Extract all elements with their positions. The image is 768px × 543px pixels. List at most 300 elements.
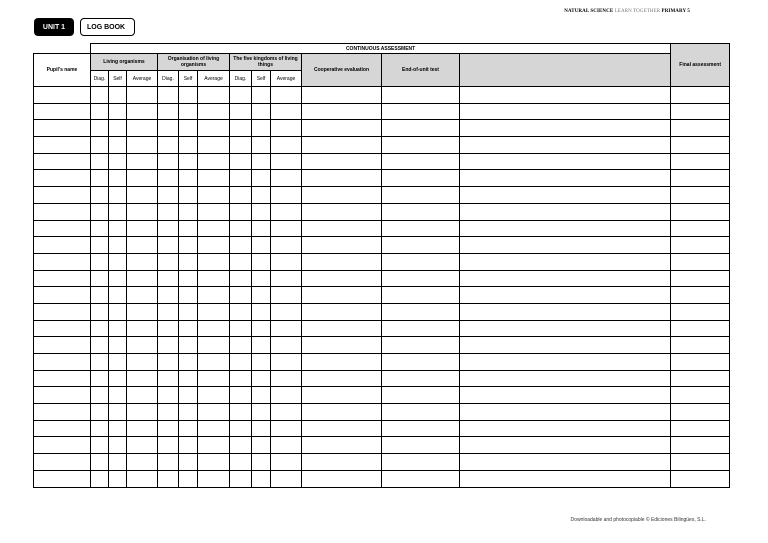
table-cell[interactable] [230,137,252,154]
table-cell[interactable] [179,120,198,137]
table-cell[interactable] [179,153,198,170]
table-cell[interactable] [671,370,730,387]
table-cell[interactable] [230,220,252,237]
table-cell[interactable] [460,454,671,471]
table-cell[interactable] [271,203,302,220]
table-cell[interactable] [302,287,382,304]
table-cell[interactable] [127,220,158,237]
table-cell[interactable] [179,187,198,204]
table-cell[interactable] [252,404,271,421]
table-cell[interactable] [198,220,230,237]
table-cell[interactable] [34,470,91,487]
table-cell[interactable] [109,320,127,337]
table-cell[interactable] [158,103,179,120]
table-cell[interactable] [91,253,109,270]
table-cell[interactable] [252,354,271,371]
table-cell[interactable] [198,103,230,120]
table-cell[interactable] [91,103,109,120]
table-cell[interactable] [109,454,127,471]
table-cell[interactable] [127,137,158,154]
table-cell[interactable] [179,137,198,154]
table-cell[interactable] [460,437,671,454]
table-cell[interactable] [34,203,91,220]
table-cell[interactable] [302,203,382,220]
table-cell[interactable] [127,153,158,170]
table-cell[interactable] [91,187,109,204]
table-cell[interactable] [230,270,252,287]
table-cell[interactable] [179,170,198,187]
table-cell[interactable] [127,187,158,204]
table-cell[interactable] [109,137,127,154]
table-cell[interactable] [198,153,230,170]
table-cell[interactable] [158,454,179,471]
table-cell[interactable] [91,454,109,471]
table-cell[interactable] [271,170,302,187]
table-cell[interactable] [671,320,730,337]
table-cell[interactable] [158,187,179,204]
table-cell[interactable] [158,337,179,354]
table-cell[interactable] [34,187,91,204]
table-cell[interactable] [382,437,460,454]
table-cell[interactable] [671,203,730,220]
table-cell[interactable] [460,253,671,270]
table-cell[interactable] [252,420,271,437]
table-cell[interactable] [198,387,230,404]
table-cell[interactable] [179,87,198,104]
table-cell[interactable] [91,420,109,437]
table-cell[interactable] [382,470,460,487]
table-cell[interactable] [671,170,730,187]
table-cell[interactable] [252,303,271,320]
table-cell[interactable] [252,103,271,120]
table-cell[interactable] [671,137,730,154]
table-cell[interactable] [91,153,109,170]
table-cell[interactable] [271,454,302,471]
table-cell[interactable] [252,137,271,154]
table-cell[interactable] [460,320,671,337]
table-cell[interactable] [382,320,460,337]
table-cell[interactable] [382,303,460,320]
table-cell[interactable] [382,387,460,404]
table-cell[interactable] [179,354,198,371]
table-cell[interactable] [91,237,109,254]
table-cell[interactable] [671,270,730,287]
table-cell[interactable] [127,337,158,354]
table-cell[interactable] [460,187,671,204]
table-cell[interactable] [158,170,179,187]
table-cell[interactable] [382,270,460,287]
table-cell[interactable] [302,404,382,421]
table-cell[interactable] [382,187,460,204]
table-cell[interactable] [271,287,302,304]
table-cell[interactable] [302,103,382,120]
table-cell[interactable] [271,137,302,154]
table-cell[interactable] [460,153,671,170]
table-cell[interactable] [109,203,127,220]
table-cell[interactable] [198,187,230,204]
table-cell[interactable] [198,370,230,387]
table-cell[interactable] [158,370,179,387]
table-cell[interactable] [127,420,158,437]
table-cell[interactable] [382,137,460,154]
table-cell[interactable] [671,303,730,320]
table-cell[interactable] [271,187,302,204]
table-cell[interactable] [252,237,271,254]
table-cell[interactable] [179,303,198,320]
table-cell[interactable] [34,270,91,287]
table-cell[interactable] [179,287,198,304]
table-cell[interactable] [671,354,730,371]
table-cell[interactable] [252,253,271,270]
table-cell[interactable] [179,470,198,487]
table-cell[interactable] [158,253,179,270]
table-cell[interactable] [198,437,230,454]
table-cell[interactable] [127,287,158,304]
table-cell[interactable] [271,220,302,237]
table-cell[interactable] [34,153,91,170]
table-cell[interactable] [198,320,230,337]
table-cell[interactable] [34,120,91,137]
table-cell[interactable] [179,220,198,237]
table-cell[interactable] [252,87,271,104]
table-cell[interactable] [302,187,382,204]
table-cell[interactable] [382,454,460,471]
table-cell[interactable] [91,270,109,287]
table-cell[interactable] [382,354,460,371]
table-cell[interactable] [127,87,158,104]
table-cell[interactable] [671,120,730,137]
table-cell[interactable] [302,237,382,254]
table-cell[interactable] [382,203,460,220]
table-cell[interactable] [230,170,252,187]
table-cell[interactable] [198,354,230,371]
table-cell[interactable] [127,370,158,387]
table-cell[interactable] [460,370,671,387]
table-cell[interactable] [271,253,302,270]
table-cell[interactable] [91,370,109,387]
table-cell[interactable] [230,354,252,371]
table-cell[interactable] [34,354,91,371]
table-cell[interactable] [382,337,460,354]
table-cell[interactable] [34,370,91,387]
table-cell[interactable] [91,137,109,154]
table-cell[interactable] [34,103,91,120]
table-cell[interactable] [109,153,127,170]
table-cell[interactable] [271,387,302,404]
table-cell[interactable] [198,137,230,154]
table-cell[interactable] [252,153,271,170]
table-cell[interactable] [230,437,252,454]
table-cell[interactable] [127,470,158,487]
table-cell[interactable] [302,420,382,437]
table-cell[interactable] [671,404,730,421]
table-cell[interactable] [460,220,671,237]
table-cell[interactable] [91,203,109,220]
table-cell[interactable] [460,470,671,487]
table-cell[interactable] [382,153,460,170]
table-cell[interactable] [34,287,91,304]
table-cell[interactable] [230,120,252,137]
table-cell[interactable] [271,470,302,487]
table-cell[interactable] [382,370,460,387]
table-cell[interactable] [198,303,230,320]
table-cell[interactable] [382,287,460,304]
table-cell[interactable] [158,470,179,487]
table-cell[interactable] [109,337,127,354]
table-cell[interactable] [127,454,158,471]
table-cell[interactable] [252,187,271,204]
table-cell[interactable] [179,437,198,454]
table-cell[interactable] [252,220,271,237]
table-cell[interactable] [127,253,158,270]
table-cell[interactable] [302,270,382,287]
table-cell[interactable] [127,170,158,187]
table-cell[interactable] [34,454,91,471]
table-cell[interactable] [179,404,198,421]
table-cell[interactable] [127,237,158,254]
table-cell[interactable] [230,387,252,404]
table-cell[interactable] [109,354,127,371]
table-cell[interactable] [460,103,671,120]
table-cell[interactable] [671,420,730,437]
table-cell[interactable] [252,337,271,354]
table-cell[interactable] [302,303,382,320]
table-cell[interactable] [271,320,302,337]
table-cell[interactable] [109,437,127,454]
table-cell[interactable] [158,220,179,237]
table-cell[interactable] [671,437,730,454]
table-cell[interactable] [302,470,382,487]
table-cell[interactable] [158,153,179,170]
table-cell[interactable] [109,470,127,487]
table-cell[interactable] [91,470,109,487]
table-cell[interactable] [230,153,252,170]
table-cell[interactable] [179,203,198,220]
table-cell[interactable] [252,437,271,454]
table-cell[interactable] [109,187,127,204]
table-cell[interactable] [302,120,382,137]
table-cell[interactable] [91,404,109,421]
table-cell[interactable] [460,387,671,404]
table-cell[interactable] [230,404,252,421]
table-cell[interactable] [198,170,230,187]
table-cell[interactable] [109,270,127,287]
table-cell[interactable] [158,387,179,404]
table-cell[interactable] [460,270,671,287]
table-cell[interactable] [109,287,127,304]
table-cell[interactable] [109,303,127,320]
table-cell[interactable] [91,170,109,187]
table-cell[interactable] [230,87,252,104]
table-cell[interactable] [91,87,109,104]
table-cell[interactable] [302,87,382,104]
table-cell[interactable] [382,220,460,237]
table-cell[interactable] [271,87,302,104]
table-cell[interactable] [198,253,230,270]
table-cell[interactable] [198,270,230,287]
table-cell[interactable] [127,437,158,454]
table-cell[interactable] [91,220,109,237]
table-cell[interactable] [302,387,382,404]
table-cell[interactable] [198,87,230,104]
table-cell[interactable] [198,420,230,437]
table-cell[interactable] [34,253,91,270]
table-cell[interactable] [179,420,198,437]
table-cell[interactable] [158,203,179,220]
table-cell[interactable] [271,404,302,421]
table-cell[interactable] [271,354,302,371]
table-cell[interactable] [271,303,302,320]
table-cell[interactable] [91,303,109,320]
table-cell[interactable] [198,337,230,354]
table-cell[interactable] [127,270,158,287]
table-cell[interactable] [671,103,730,120]
table-cell[interactable] [671,153,730,170]
table-cell[interactable] [230,303,252,320]
table-cell[interactable] [179,387,198,404]
table-cell[interactable] [671,470,730,487]
table-cell[interactable] [271,437,302,454]
table-cell[interactable] [127,387,158,404]
table-cell[interactable] [158,87,179,104]
table-cell[interactable] [252,387,271,404]
table-cell[interactable] [230,253,252,270]
table-cell[interactable] [252,470,271,487]
table-cell[interactable] [271,103,302,120]
table-cell[interactable] [230,370,252,387]
table-cell[interactable] [382,404,460,421]
table-cell[interactable] [460,337,671,354]
table-cell[interactable] [302,370,382,387]
table-cell[interactable] [230,470,252,487]
table-cell[interactable] [158,237,179,254]
table-cell[interactable] [230,337,252,354]
table-cell[interactable] [302,137,382,154]
table-cell[interactable] [158,420,179,437]
table-cell[interactable] [34,387,91,404]
table-cell[interactable] [460,404,671,421]
table-cell[interactable] [34,337,91,354]
table-cell[interactable] [302,253,382,270]
table-cell[interactable] [34,87,91,104]
table-cell[interactable] [302,437,382,454]
table-cell[interactable] [671,287,730,304]
table-cell[interactable] [460,354,671,371]
table-cell[interactable] [302,320,382,337]
table-cell[interactable] [34,420,91,437]
table-cell[interactable] [179,270,198,287]
table-cell[interactable] [34,404,91,421]
table-cell[interactable] [671,454,730,471]
table-cell[interactable] [109,170,127,187]
table-cell[interactable] [198,404,230,421]
table-cell[interactable] [671,337,730,354]
table-cell[interactable] [252,320,271,337]
table-cell[interactable] [109,404,127,421]
table-cell[interactable] [91,287,109,304]
table-cell[interactable] [127,203,158,220]
table-cell[interactable] [158,120,179,137]
table-cell[interactable] [230,237,252,254]
table-cell[interactable] [127,354,158,371]
table-cell[interactable] [460,120,671,137]
table-cell[interactable] [460,303,671,320]
table-cell[interactable] [671,220,730,237]
table-cell[interactable] [382,87,460,104]
table-cell[interactable] [230,454,252,471]
table-cell[interactable] [158,270,179,287]
table-cell[interactable] [34,237,91,254]
table-cell[interactable] [460,137,671,154]
table-cell[interactable] [109,253,127,270]
table-cell[interactable] [109,387,127,404]
table-cell[interactable] [671,87,730,104]
table-cell[interactable] [302,153,382,170]
table-cell[interactable] [271,153,302,170]
table-cell[interactable] [382,237,460,254]
table-cell[interactable] [127,103,158,120]
table-cell[interactable] [91,387,109,404]
table-cell[interactable] [252,170,271,187]
table-cell[interactable] [179,454,198,471]
table-cell[interactable] [252,203,271,220]
table-cell[interactable] [127,303,158,320]
table-cell[interactable] [382,103,460,120]
table-cell[interactable] [109,237,127,254]
table-cell[interactable] [460,170,671,187]
table-cell[interactable] [382,170,460,187]
table-cell[interactable] [158,287,179,304]
table-cell[interactable] [271,270,302,287]
table-cell[interactable] [302,220,382,237]
table-cell[interactable] [230,187,252,204]
table-cell[interactable] [198,454,230,471]
table-cell[interactable] [179,370,198,387]
table-cell[interactable] [230,287,252,304]
table-cell[interactable] [179,237,198,254]
table-cell[interactable] [127,320,158,337]
table-cell[interactable] [109,220,127,237]
table-cell[interactable] [271,420,302,437]
table-cell[interactable] [271,237,302,254]
table-cell[interactable] [198,237,230,254]
table-cell[interactable] [34,137,91,154]
table-cell[interactable] [109,120,127,137]
table-cell[interactable] [179,253,198,270]
table-cell[interactable] [158,303,179,320]
table-cell[interactable] [198,203,230,220]
table-cell[interactable] [302,354,382,371]
table-cell[interactable] [198,470,230,487]
table-cell[interactable] [91,120,109,137]
table-cell[interactable] [91,337,109,354]
table-cell[interactable] [127,120,158,137]
table-cell[interactable] [91,437,109,454]
table-cell[interactable] [382,420,460,437]
table-cell[interactable] [91,320,109,337]
table-cell[interactable] [271,370,302,387]
table-cell[interactable] [230,320,252,337]
table-cell[interactable] [109,370,127,387]
table-cell[interactable] [109,420,127,437]
table-cell[interactable] [302,454,382,471]
table-cell[interactable] [34,437,91,454]
table-cell[interactable] [460,87,671,104]
table-cell[interactable] [382,253,460,270]
table-cell[interactable] [158,354,179,371]
table-cell[interactable] [230,103,252,120]
table-cell[interactable] [230,203,252,220]
